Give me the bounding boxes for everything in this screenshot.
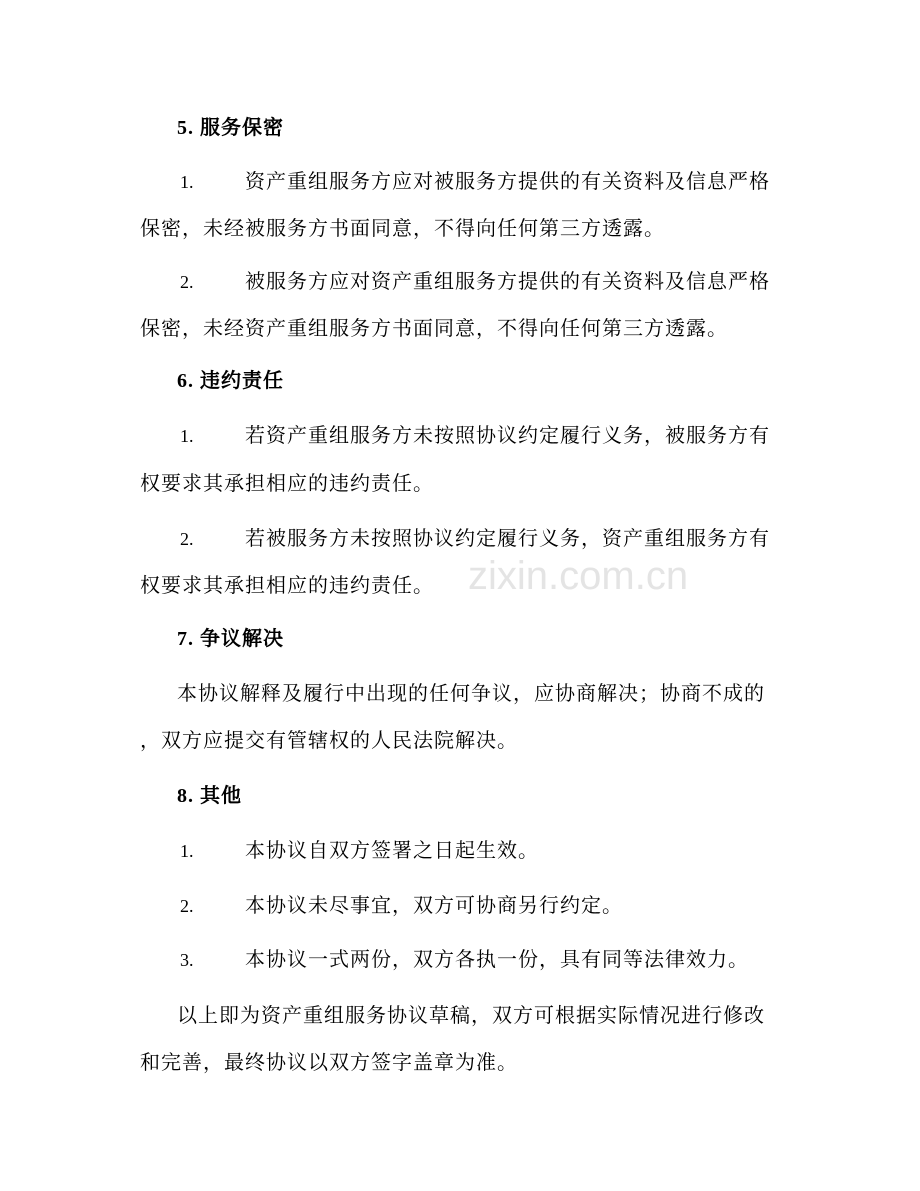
clause-text: 若被服务方未按照协议约定履行义务，资产重组服务方有 [245, 528, 770, 550]
clause-text: 权要求其承担相应的违约责任。 [140, 473, 434, 495]
paragraph-text: 本协议解释及履行中出现的任何争议，应协商解决；协商不成的 [177, 683, 765, 705]
clause-number: 2. [180, 896, 194, 916]
section-heading-liability: 6. 违约责任 [177, 370, 284, 392]
clause-text: 权要求其承担相应的违约责任。 [140, 575, 434, 597]
clause-text: 本协议未尽事宜，双方可协商另行约定。 [245, 895, 623, 917]
clause-number: 2. [180, 272, 194, 292]
clause-text: 若资产重组服务方未按照协议约定履行义务，被服务方有 [245, 425, 770, 447]
clause-number: 1. [180, 426, 194, 446]
clause-text: 资产重组服务方应对被服务方提供的有关资料及信息严格 [245, 171, 770, 193]
watermark: zixin.com.cn [468, 554, 689, 598]
clause-number: 1. [180, 172, 194, 192]
closing-paragraph: 和完善，最终协议以双方签字盖章为准。 [140, 1052, 518, 1074]
clause-text: 被服务方应对资产重组服务方提供的有关资料及信息严格 [245, 271, 770, 293]
clause-text: 保密，未经被服务方书面同意，不得向任何第三方透露。 [140, 218, 665, 240]
clause-number: 2. [180, 529, 194, 549]
section-heading-confidentiality: 5. 服务保密 [177, 117, 284, 139]
clause-text: 本协议一式两份，双方各执一份，具有同等法律效力。 [245, 949, 749, 971]
clause-text: 本协议自双方签署之日起生效。 [245, 840, 539, 862]
paragraph-text: ，双方应提交有管辖权的人民法院解决。 [140, 730, 518, 752]
closing-paragraph: 以上即为资产重组服务协议草稿，双方可根据实际情况进行修改 [177, 1005, 765, 1027]
clause-number: 3. [180, 950, 194, 970]
section-heading-other: 8. 其他 [177, 785, 242, 807]
section-heading-dispute: 7. 争议解决 [177, 628, 284, 650]
clause-number: 1. [180, 841, 194, 861]
clause-text: 保密，未经资产重组服务方书面同意，不得向任何第三方透露。 [140, 318, 728, 340]
